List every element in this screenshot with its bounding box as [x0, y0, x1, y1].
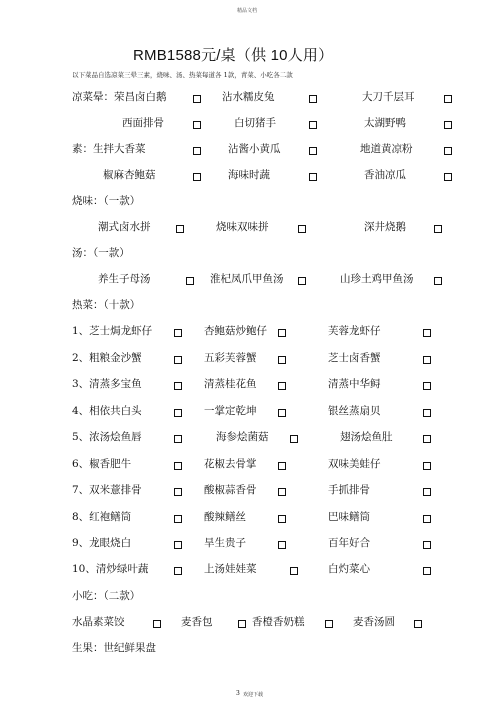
soup-item: 淮杞凤爪甲鱼汤	[210, 273, 284, 285]
hot-item: 清蒸桂花鱼	[204, 378, 257, 390]
section-heading-roast: 烧味：（一款）	[72, 195, 141, 207]
hot-item: 一掌定乾坤	[204, 405, 257, 417]
soup-item: 养生子母汤	[98, 273, 151, 285]
hot-item: 银丝蒸扇贝	[328, 405, 381, 417]
cold-item: 香油凉瓜	[364, 169, 406, 181]
checkbox[interactable]	[423, 382, 431, 390]
checkbox[interactable]	[290, 567, 298, 575]
cold-item: 素：生拌大香菜	[72, 143, 146, 155]
checkbox[interactable]	[174, 409, 182, 417]
checkbox[interactable]	[174, 329, 182, 337]
checkbox[interactable]	[278, 462, 286, 470]
cold-item: 凉菜晕：荣昌卤白鹅	[72, 91, 167, 103]
hot-item: 手抓排骨	[328, 484, 370, 496]
checkbox[interactable]	[423, 435, 431, 443]
checkbox[interactable]	[153, 620, 161, 628]
checkbox[interactable]	[423, 567, 431, 575]
hot-item: 10、清炒绿叶蔬	[72, 563, 149, 575]
hot-item: 1、芝士焗龙虾仔	[72, 325, 153, 337]
hot-item: 7、双米薏排骨	[72, 484, 142, 496]
roast-item: 潮式卤水拼	[98, 221, 151, 233]
checkbox[interactable]	[278, 488, 286, 496]
hot-item: 旱生贵子	[204, 537, 246, 549]
cold-item: 海味时蔬	[228, 169, 270, 181]
checkbox[interactable]	[278, 409, 286, 417]
checkbox[interactable]	[193, 121, 201, 129]
hot-item: 海参烩菌菇	[216, 431, 269, 443]
checkbox[interactable]	[423, 541, 431, 549]
checkbox[interactable]	[434, 225, 442, 233]
checkbox[interactable]	[174, 435, 182, 443]
hot-item: 9、龙眼烧白	[72, 537, 132, 549]
cold-item: 白切猪手	[234, 117, 276, 129]
roast-item: 深井烧鹅	[364, 221, 406, 233]
hot-item: 巴味鳝筒	[328, 511, 370, 523]
hot-item: 百年好合	[328, 537, 370, 549]
section-heading-soup: 汤：（一款）	[72, 247, 130, 259]
checkbox[interactable]	[278, 329, 286, 337]
cold-item: 椒麻杏鲍菇	[103, 169, 156, 181]
snack-item: 麦香汤圆	[353, 616, 395, 628]
page-title: RMB1588元/桌（供 10人用）	[133, 47, 334, 64]
hot-item: 白灼菜心	[328, 563, 370, 575]
section-heading-hot: 热菜：（十款）	[72, 299, 141, 311]
hot-item: 杏鲍菇炒鲍仔	[204, 325, 267, 337]
doc-header: 精品文档	[237, 8, 258, 14]
soup-item: 山珍土鸡甲鱼汤	[340, 273, 414, 285]
hot-item: 2、粗粮金沙蟹	[72, 352, 142, 364]
hot-item: 6、椒香肥牛	[72, 458, 132, 470]
checkbox[interactable]	[423, 329, 431, 337]
fruit-line: 生果：世纪鲜果盘	[72, 642, 156, 654]
snack-item: 香橙香奶糕	[252, 616, 305, 628]
cold-item: 太湖野鸭	[364, 117, 406, 129]
checkbox[interactable]	[298, 225, 306, 233]
hot-item: 上汤娃娃菜	[204, 563, 257, 575]
hot-item: 芙蓉龙虾仔	[328, 325, 381, 337]
checkbox[interactable]	[309, 147, 317, 155]
checkbox[interactable]	[278, 541, 286, 549]
roast-item: 烧味双味拼	[216, 221, 269, 233]
checkbox[interactable]	[423, 515, 431, 523]
cold-item: 西面排骨	[122, 117, 164, 129]
cold-item: 地道黄凉粉	[360, 143, 413, 155]
checkbox[interactable]	[174, 356, 182, 364]
checkbox[interactable]	[309, 121, 317, 129]
checkbox[interactable]	[238, 620, 246, 628]
cold-item: 沾水糯皮兔	[222, 91, 275, 103]
hot-item: 清蒸中华鲟	[328, 378, 381, 390]
hot-item: 双味美蛙仔	[328, 458, 381, 470]
checkbox[interactable]	[186, 277, 194, 285]
checkbox[interactable]	[414, 620, 422, 628]
checkbox[interactable]	[444, 147, 452, 155]
checkbox[interactable]	[444, 173, 452, 181]
menu-note: 以下菜品自选凉菜三晕三素，烧味、汤、热菜每道各 1款，青菜、小吃各二款	[72, 71, 293, 79]
hot-item: 翅汤烩鱼肚	[340, 431, 393, 443]
hot-item: 8、红袍鳝筒	[72, 511, 132, 523]
checkbox[interactable]	[325, 620, 333, 628]
checkbox[interactable]	[193, 173, 201, 181]
checkbox[interactable]	[423, 356, 431, 364]
checkbox[interactable]	[444, 95, 452, 103]
checkbox[interactable]	[278, 515, 286, 523]
checkbox[interactable]	[290, 435, 298, 443]
hot-item: 4、相依共白头	[72, 405, 142, 417]
page-number: 3	[236, 690, 240, 697]
checkbox[interactable]	[278, 356, 286, 364]
checkbox[interactable]	[309, 95, 317, 103]
cold-item: 沾酱小黄瓜	[228, 143, 281, 155]
hot-item: 酸辣鳝丝	[204, 511, 246, 523]
cold-item: 大刀千层耳	[362, 91, 415, 103]
checkbox[interactable]	[309, 173, 317, 181]
hot-item: 五彩芙蓉蟹	[204, 352, 257, 364]
snack-item: 麦香包	[181, 616, 213, 628]
checkbox[interactable]	[174, 382, 182, 390]
footer-text: 欢迎下载	[243, 692, 264, 698]
checkbox[interactable]	[423, 488, 431, 496]
hot-item: 5、浓汤烩鱼唇	[72, 431, 142, 443]
section-heading-snack: 小吃：（二款）	[72, 590, 141, 602]
checkbox[interactable]	[174, 567, 182, 575]
checkbox[interactable]	[193, 95, 201, 103]
hot-item: 3、清蒸多宝鱼	[72, 378, 142, 390]
hot-item: 芝士卤香蟹	[328, 352, 381, 364]
checkbox[interactable]	[176, 225, 184, 233]
checkbox[interactable]	[278, 382, 286, 390]
checkbox[interactable]	[298, 277, 306, 285]
checkbox[interactable]	[174, 515, 182, 523]
snack-item: 水晶素菜饺	[72, 616, 125, 628]
hot-item: 酸椒蒜香骨	[204, 484, 257, 496]
checkbox[interactable]	[193, 147, 201, 155]
checkbox[interactable]	[444, 121, 452, 129]
checkbox[interactable]	[174, 541, 182, 549]
hot-item: 花椒去骨掌	[204, 458, 257, 470]
checkbox[interactable]	[174, 488, 182, 496]
checkbox[interactable]	[423, 462, 431, 470]
checkbox[interactable]	[423, 409, 431, 417]
checkbox[interactable]	[434, 277, 442, 285]
checkbox[interactable]	[174, 462, 182, 470]
